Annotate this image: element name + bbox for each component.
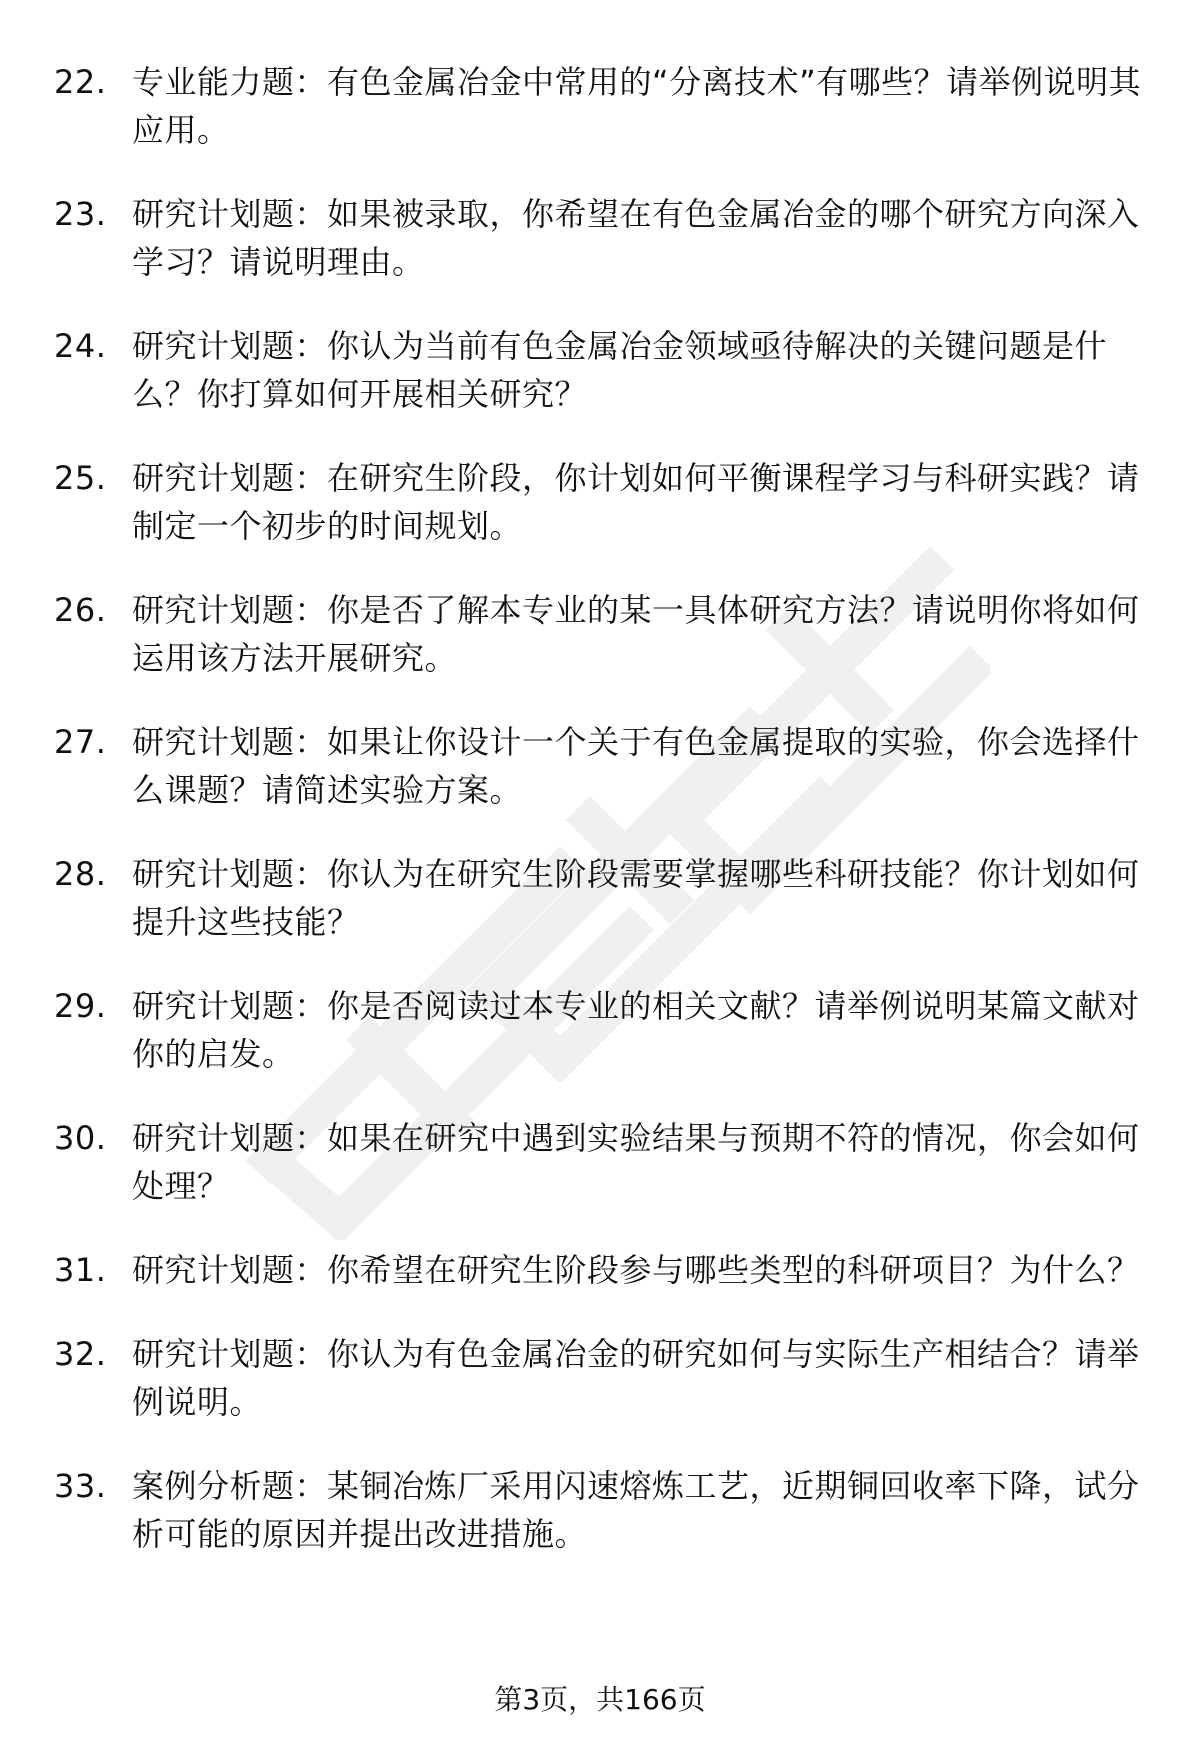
question-text: 研究计划题：如果被录取，你希望在有色金属冶金的哪个研究方向深入学习？请说明理由。 [132, 195, 1140, 281]
question-text: 专业能力题：有色金属冶金中常用的“分离技术”有哪些？请举例说明其应用。 [132, 63, 1142, 149]
question-list [54, 58, 1144, 1594]
question-item [54, 454, 1144, 550]
question-text: 研究计划题：你希望在研究生阶段参与哪些类型的科研项目？为什么？ [132, 1251, 1140, 1289]
question-item [54, 586, 1144, 682]
question-item [54, 58, 1144, 154]
question-text: 研究计划题：在研究生阶段，你计划如何平衡课程学习与科研实践？请制定一个初步的时间规划。 [132, 459, 1140, 545]
question-number: 23. [54, 195, 107, 233]
question-number: 27. [54, 723, 107, 761]
question-text: 研究计划题：你认为当前有色金属冶金领域亟待解决的关键问题是什么？你打算如何开展相关研究？ [132, 327, 1108, 413]
question-number: 22. [54, 63, 107, 101]
question-text: 研究计划题：你是否阅读过本专业的相关文献？请举例说明某篇文献对你的启发。 [132, 987, 1140, 1073]
question-item [54, 718, 1144, 814]
question-item [54, 190, 1144, 286]
question-text: 研究计划题：如果在研究中遇到实验结果与预期不符的情况，你会如何处理？ [132, 1119, 1140, 1205]
question-number: 33. [54, 1467, 107, 1505]
question-text: 案例分析题：某铜冶炼厂采用闪速熔炼工艺，近期铜回收率下降，试分析可能的原因并提出改进措施。 [132, 1467, 1140, 1553]
question-number: 30. [54, 1119, 107, 1157]
question-number: 29. [54, 987, 107, 1025]
question-number: 32. [54, 1335, 107, 1373]
question-number: 28. [54, 855, 107, 893]
page-number: 第3页，共166页 [494, 1683, 706, 1716]
page-footer [0, 1680, 1200, 1720]
question-text: 研究计划题：你是否了解本专业的某一具体研究方法？请说明你将如何运用该方法开展研究。 [132, 591, 1140, 677]
question-number: 25. [54, 459, 107, 497]
question-number: 26. [54, 591, 107, 629]
question-number: 24. [54, 327, 107, 365]
question-text: 研究计划题：如果让你设计一个关于有色金属提取的实验，你会选择什么课题？请简述实验方案。 [132, 723, 1140, 809]
question-item [54, 322, 1144, 418]
question-text: 研究计划题：你认为有色金属冶金的研究如何与实际生产相结合？请举例说明。 [132, 1335, 1140, 1421]
question-item [54, 1462, 1144, 1558]
question-item [54, 1330, 1144, 1426]
question-item [54, 982, 1144, 1078]
question-item [54, 850, 1144, 946]
question-number: 31. [54, 1251, 107, 1289]
question-item [54, 1114, 1144, 1210]
question-item [54, 1246, 1144, 1294]
question-text: 研究计划题：你认为在研究生阶段需要掌握哪些科研技能？你计划如何提升这些技能？ [132, 855, 1140, 941]
